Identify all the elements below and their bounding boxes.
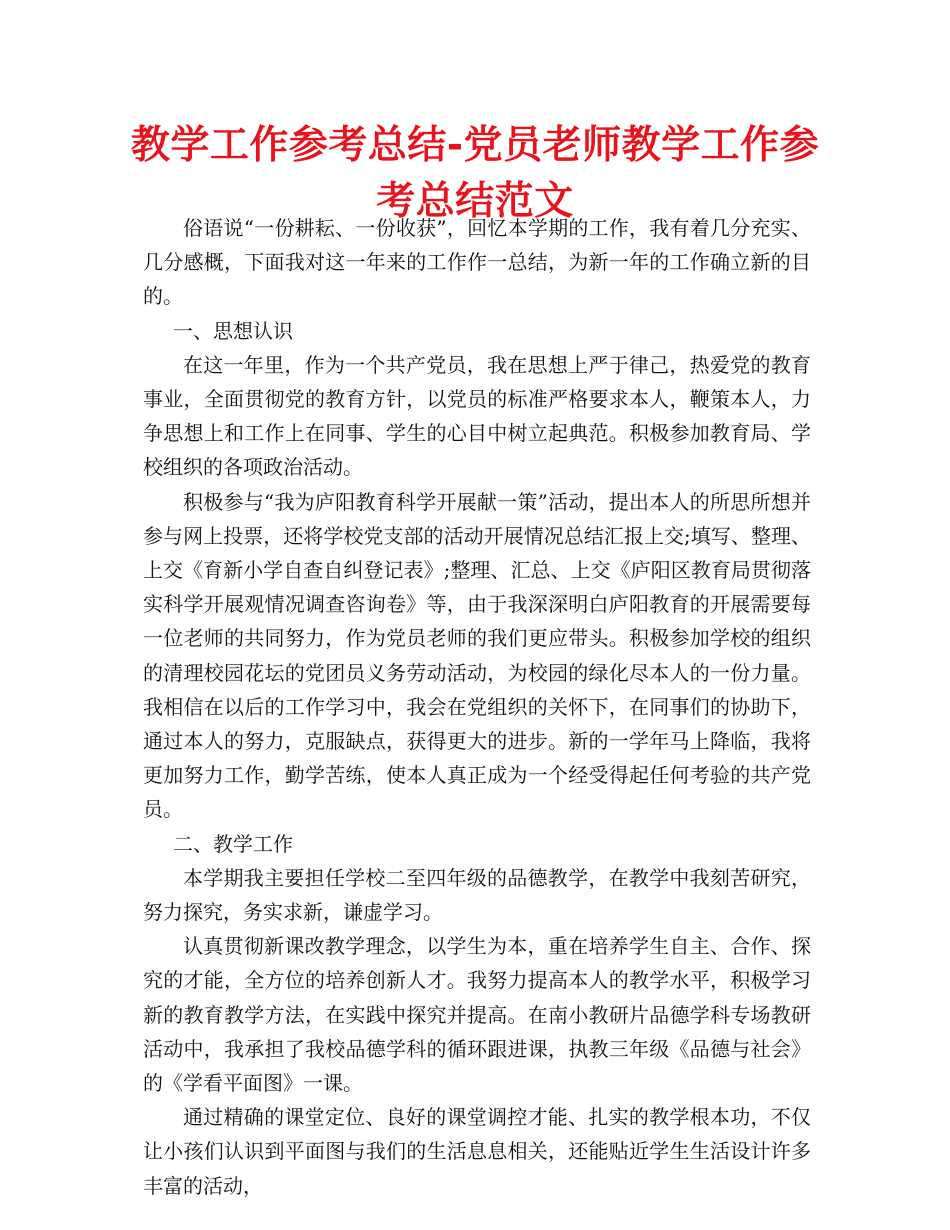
document-body	[143, 211, 811, 1203]
paragraph-teaching-3: 通过精确的课堂定位、良好的课堂调控才能、扎实的教学根本功，不仅让小孩们认识到平面图与我们的生活息息相关，还能贴近学生生活设计许多丰富的活动，	[143, 1105, 811, 1198]
paragraph-teaching-2: 认真贯彻新课改教学理念，以学生为本，重在培养学生自主、合作、探究的才能，全方位的培养创新人才。我努力提高本人的教学水平，积极学习新的教育教学方法，在实践中探究并提高。在南小教研片品德学科专场教研活动中，我承担了我校品德学科的循环跟进课，执教三年级《品德与社会》的《学看平面图》一课。	[143, 934, 811, 1096]
paragraph-intro: 俗语说“一份耕耘、一份收获”，回忆本学期的工作，我有着几分充实、几分感概，下面我对这一年来的工作作一总结，为新一年的工作确立新的目的。	[143, 216, 811, 309]
paragraph-thought-2: 积极参与“我为庐阳教育科学开展献一策”活动，提出本人的所思所想并参与网上投票，还将学校党支部的活动开展情况总结汇报上交;填写、整理、上交《育新小学自查自纠登记表》;整理、汇总、上交《庐阳区教育局贯彻落实科学开展观情况调查咨询卷》等，由于我深深明白庐阳教育的开展需要每一位老师的共同努力，作为党员老师的我们更应带头。积极参加学校的组织的清理校园花坛的党团员义务劳动活动，为校园的绿化尽本人的一份力量。我相信在以后的工作学习中，我会在党组织的关怀下，在同事们的协助下，通过本人的努力，克服缺点，获得更大的进步。新的一学年马上降临，我将更加努力工作，勤学苦练，使本人真正成为一个经受得起任何考验的共产党员。	[143, 489, 811, 822]
paragraph-teaching-1: 本学期我主要担任学校二至四年级的品德教学，在教学中我刻苦研究，努力探究，务实求新，谦虚学习。	[143, 865, 811, 925]
section-heading-teaching: 二、教学工作	[173, 831, 293, 856]
paragraph-thought-1: 在这一年里，作为一个共产党员，我在思想上严于律己，热爱党的教育事业，全面贯彻党的教育方针，以党员的标准严格要求本人，鞭策本人，力争思想上和工作上在同事、学生的心目中树立起典范。积极参加教育局、学校组织的各项政治活动。	[143, 352, 811, 480]
document-title: 教学工作参考总结-党员老师教学工作参考总结范文	[130, 123, 820, 224]
section-heading-thought: 一、思想认识	[173, 318, 293, 343]
